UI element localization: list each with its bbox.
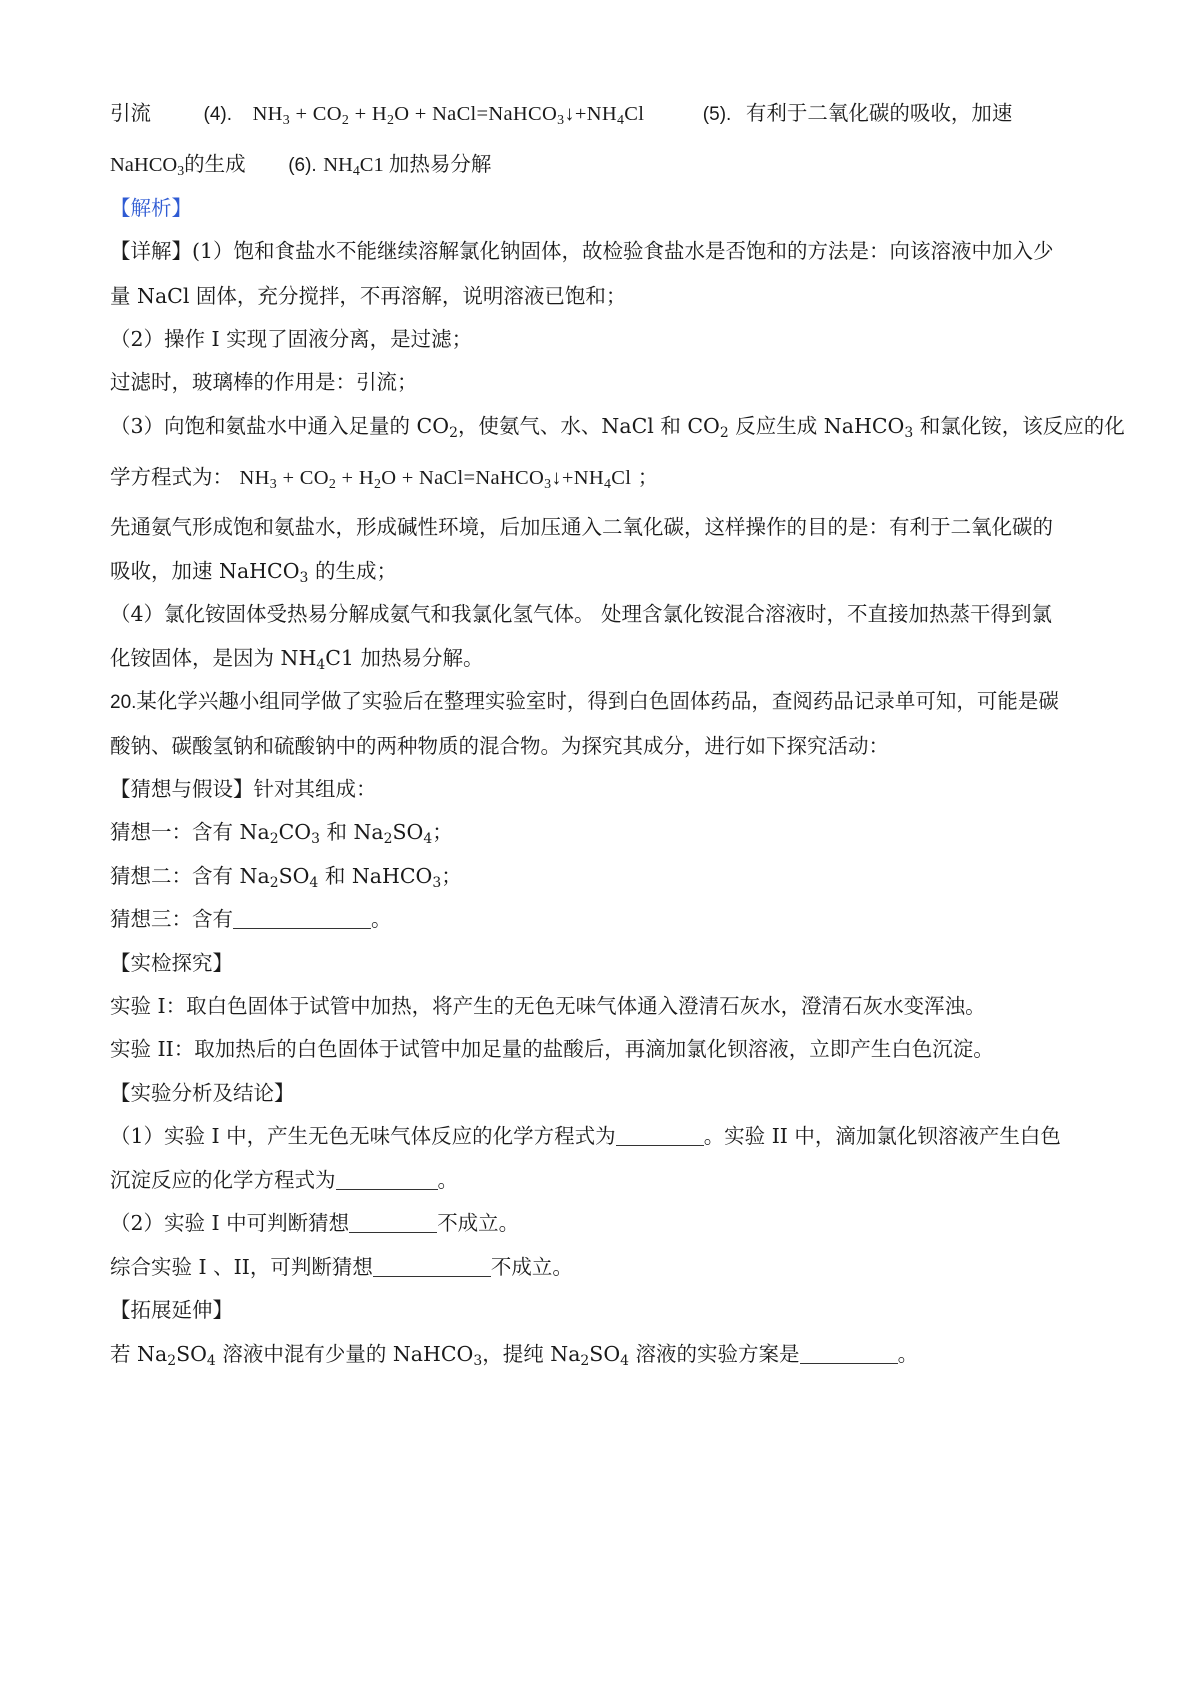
answer-5-text-cont: NaHCO$_3$的生成 xyxy=(110,154,246,180)
answer-4-label: (4). xyxy=(203,104,233,125)
question-20-intro-text: 某化学兴趣小组同学做了实验后在整理实验室时，得到白色固体药品，查阅药品记录单可知，可能是碳 xyxy=(136,689,1059,713)
hypothesis-2: 猜想二：含有 $Na_2SO_4$ 和 NaHCO$_3$； xyxy=(110,864,462,892)
question-3-text-a: 综合实验 I 、II，可判断猜想 xyxy=(110,1255,373,1279)
analysis-p5-line2: 吸收，加速 NaHCO$_3$ 的生成； xyxy=(110,559,397,587)
question-1-text-a: （1）实验 I 中，产生无色无味气体反应的化学方程式为 xyxy=(110,1124,616,1148)
hypothesis-heading: 【猜想与假设】针对其组成： xyxy=(110,777,377,801)
hypothesis-3 xyxy=(110,904,392,934)
question-3-text-b: 不成立。 xyxy=(490,1255,573,1279)
answer-6-label: (6). xyxy=(288,155,317,176)
question-3-blank[interactable] xyxy=(373,1256,491,1277)
analysis-p4-line1: （3）向饱和氨盐水中通入足量的 $CO_2$，使氨气、水、NaCl 和 $CO_2$ 反应生成 NaHCO$_3$ 和氯化铵，该反应的化 xyxy=(110,414,1125,442)
answer-line-1 xyxy=(110,98,1012,130)
question-3 xyxy=(110,1252,573,1282)
analysis-p1-line2: 量 NaCl 固体，充分搅拌，不再溶解，说明溶液已饱和； xyxy=(110,284,627,308)
analysis-p2: （2）操作 I 实现了固液分离，是过滤； xyxy=(110,327,473,351)
answer-5-label: (5). xyxy=(702,104,732,125)
question-20-intro-line1 xyxy=(110,686,1059,718)
analysis-conclusion-heading: 【实验分析及结论】 xyxy=(110,1081,295,1105)
analysis-p4-prefix: 学方程式为： xyxy=(110,465,233,489)
hypothesis-3-blank[interactable] xyxy=(233,908,371,929)
question-2-text-a: （2）实验 I 中可判断猜想 xyxy=(110,1211,350,1235)
analysis-heading: 【解析】 xyxy=(110,196,192,220)
question-1-text-d: 。 xyxy=(437,1168,458,1192)
question-20-number: 20. xyxy=(110,692,137,713)
analysis-p6-line1: （4）氯化铵固体受热易分解成氨气和我氯化氢气体。 处理含氯化铵混合溶液时，不直接加热蒸干得到氯 xyxy=(110,602,1053,626)
experiment-1: 实验 I：取白色固体于试管中加热，将产生的无色无味气体通入澄清石灰水，澄清石灰水变浑浊。 xyxy=(110,994,986,1018)
question-2 xyxy=(110,1208,519,1238)
question-1-line2 xyxy=(110,1165,458,1195)
question-1-blank-b[interactable] xyxy=(336,1169,438,1190)
answer-5-text: 有利于二氧化碳的吸收，加速 xyxy=(745,101,1013,125)
extension-suffix: 。 xyxy=(897,1342,919,1366)
extension-heading: 【拓展延伸】 xyxy=(110,1298,233,1322)
extension-blank[interactable] xyxy=(800,1343,898,1364)
extension-question: 若 $Na_2SO_4$ 溶液中混有少量的 NaHCO$_3$，提纯 $Na_2SO_4$ 溶液的实验方案是 。 xyxy=(110,1342,919,1370)
experiment-heading: 【实检探究】 xyxy=(110,951,233,975)
hypothesis-3-suffix: 。 xyxy=(371,907,392,931)
analysis-p4-suffix: ； xyxy=(637,465,659,489)
question-2-blank[interactable] xyxy=(349,1212,437,1233)
question-1-blank-a[interactable] xyxy=(616,1125,704,1146)
answer-6-text: $NH_4C1$ 加热易分解 xyxy=(323,154,492,180)
question-20-intro-line2: 酸钠、碳酸氢钠和硫酸钠中的两种物质的混合物。为探究其成分，进行如下探究活动： xyxy=(110,734,889,758)
question-1-line1 xyxy=(110,1121,1061,1151)
hypothesis-1: 猜想一：含有 $Na_2CO_3$ 和 $Na_2SO_4$； xyxy=(110,820,453,848)
answer-3-tail: 引流 xyxy=(110,101,151,125)
question-1-text-b: 。实验 II 中，滴加氯化钡溶液产生白色 xyxy=(703,1124,1061,1148)
analysis-p3: 过滤时，玻璃棒的作用是：引流； xyxy=(110,370,418,394)
analysis-p1-line1: 【详解】(1）饱和食盐水不能继续溶解氯化钠固体，故检验食盐水是否饱和的方法是：向该溶液中加入少 xyxy=(110,239,1054,263)
analysis-p4-line2 xyxy=(110,462,658,493)
answer-4-equation: $NH_3 + CO_2 + H_2O$ + $NaCl=NaHCO_3↓+NH_4Cl$ xyxy=(252,103,645,129)
experiment-2: 实验 II：取加热后的白色固体于试管中加足量的盐酸后，再滴加氯化钡溶液，立即产生白色沉淀。 xyxy=(110,1037,994,1061)
question-2-text-b: 不成立。 xyxy=(437,1211,520,1235)
analysis-p4-equation: $NH_3 + CO_2 + H_2O$ + $NaCl=NaHCO_3↓+NH_4Cl$ xyxy=(239,467,632,493)
question-1-text-c: 沉淀反应的化学方程式为 xyxy=(110,1168,336,1192)
analysis-p6-line2: 化铵固体，是因为 $NH_4C1$ 加热易分解。 xyxy=(110,646,484,674)
analysis-p5-line1: 先通氨气形成饱和氨盐水，形成碱性环境，后加压通入二氧化碳，这样操作的目的是：有利于二氧化碳的 xyxy=(110,515,1053,539)
hypothesis-3-prefix: 猜想三：含有 xyxy=(110,907,233,931)
answer-line-2 xyxy=(110,149,491,181)
